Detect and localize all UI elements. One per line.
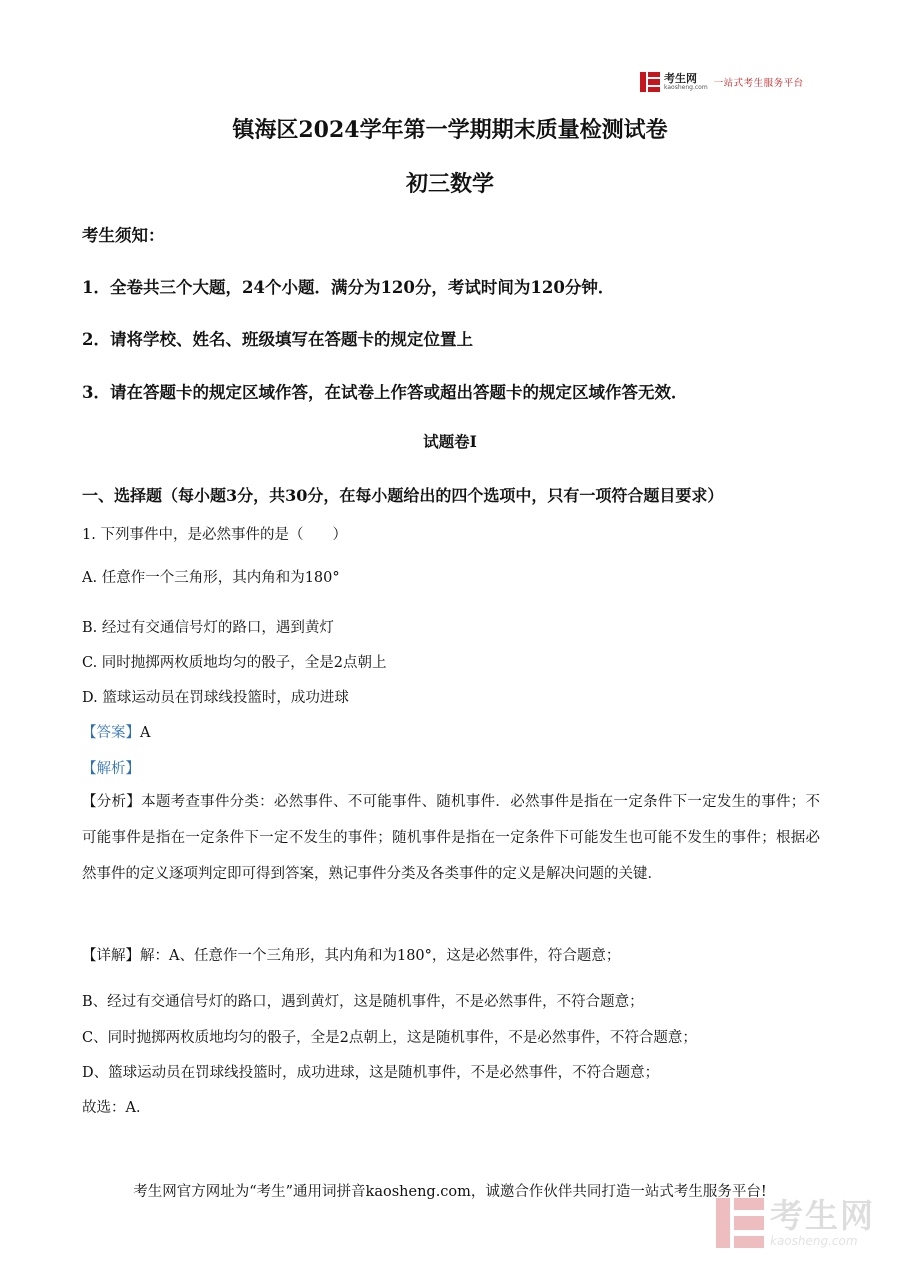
- analysis-paragraph: [82, 784, 820, 892]
- question-stem: 1. 下列事件中，是必然事件的是（ ）: [82, 527, 347, 543]
- watermark-name: 考生网: [770, 1196, 875, 1235]
- fenxi-label: 【分析】: [82, 794, 142, 810]
- answer-value: A: [140, 725, 151, 741]
- notice-heading: 考生须知：: [82, 226, 165, 245]
- exam-subtitle: 初三数学: [405, 171, 494, 197]
- xiangjie-text-1: 解：A、任意作一个三角形，其内角和为180°，这是必然事件，符合题意；: [140, 948, 621, 964]
- watermark-url: kaosheng.com: [770, 1234, 858, 1248]
- exam-title: 镇海区2024学年第一学期期末质量检测试卷: [232, 117, 668, 143]
- notice-item-2: 2．请将学校、姓名、班级填写在答题卡的规定位置上: [82, 330, 473, 349]
- xiangjie-line-1: [82, 944, 620, 965]
- answer-line: [82, 721, 150, 742]
- option-a: A. 任意作一个三角形，其内角和为180°: [82, 570, 340, 586]
- logo-slogan: 一站式考生服务平台: [713, 78, 804, 89]
- xiangjie-line-5: 故选：A．: [82, 1100, 151, 1116]
- part-heading: 一、选择题（每小题3分，共30分，在每小题给出的四个选项中，只有一项符合题目要求）: [82, 486, 724, 505]
- header-logo: [640, 72, 804, 92]
- option-d: D. 篮球运动员在罚球线投篮时，成功进球: [82, 690, 349, 706]
- notice-item-3: 3．请在答题卡的规定区域作答，在试卷上作答或超出答题卡的规定区域作答无效．: [82, 383, 688, 402]
- page-footer: 考生网官方网址为“考生”通用词拼音kaosheng.com，诚邀合作伙伴共同打造一站式考生服务平台!: [133, 1184, 767, 1200]
- logo-name: 考生网: [664, 72, 697, 85]
- xiangjie-line-3: C、同时抛掷两枚质地均匀的骰子，全是2点朝上，这是随机事件，不是必然事件，不符合题意；: [82, 1030, 697, 1046]
- answer-label: 【答案】: [82, 725, 140, 741]
- watermark: [716, 1198, 875, 1248]
- logo-url: kaosheng.com: [664, 84, 708, 91]
- analysis-label: 【解析】: [82, 761, 140, 777]
- xiangjie-label: 【详解】: [82, 948, 140, 964]
- xiangjie-line-2: B、经过有交通信号灯的路口，遇到黄灯，这是随机事件，不是必然事件，不符合题意；: [82, 994, 644, 1010]
- section-title: 试题卷I: [423, 432, 477, 451]
- xiangjie-line-4: D、篮球运动员在罚球线投篮时，成功进球，这是随机事件，不是必然事件，不符合题意；: [82, 1065, 660, 1081]
- option-b: B. 经过有交通信号灯的路口，遇到黄灯: [82, 620, 334, 636]
- notice-item-1: 1．全卷共三个大题，24个小题．满分为120分，考试时间为120分钟．: [82, 278, 615, 297]
- kaosheng-logo-icon: [640, 72, 660, 92]
- fenxi-text: 本题考查事件分类：必然事件、不可能事件、随机事件．必然事件是指在一定条件下一定发生的事件；不可能事件是指在一定条件下一定不发生的事件；随机事件是指在一定条件下可能发生也可能不发生的事件；根据必然事件的定义逐项判定即可得到答案，熟记事件分类及各类事件的定义是解决问题的关键．: [82, 794, 820, 882]
- option-c: C. 同时抛掷两枚质地均匀的骰子，全是2点朝上: [82, 655, 387, 671]
- watermark-logo-icon: [716, 1198, 764, 1248]
